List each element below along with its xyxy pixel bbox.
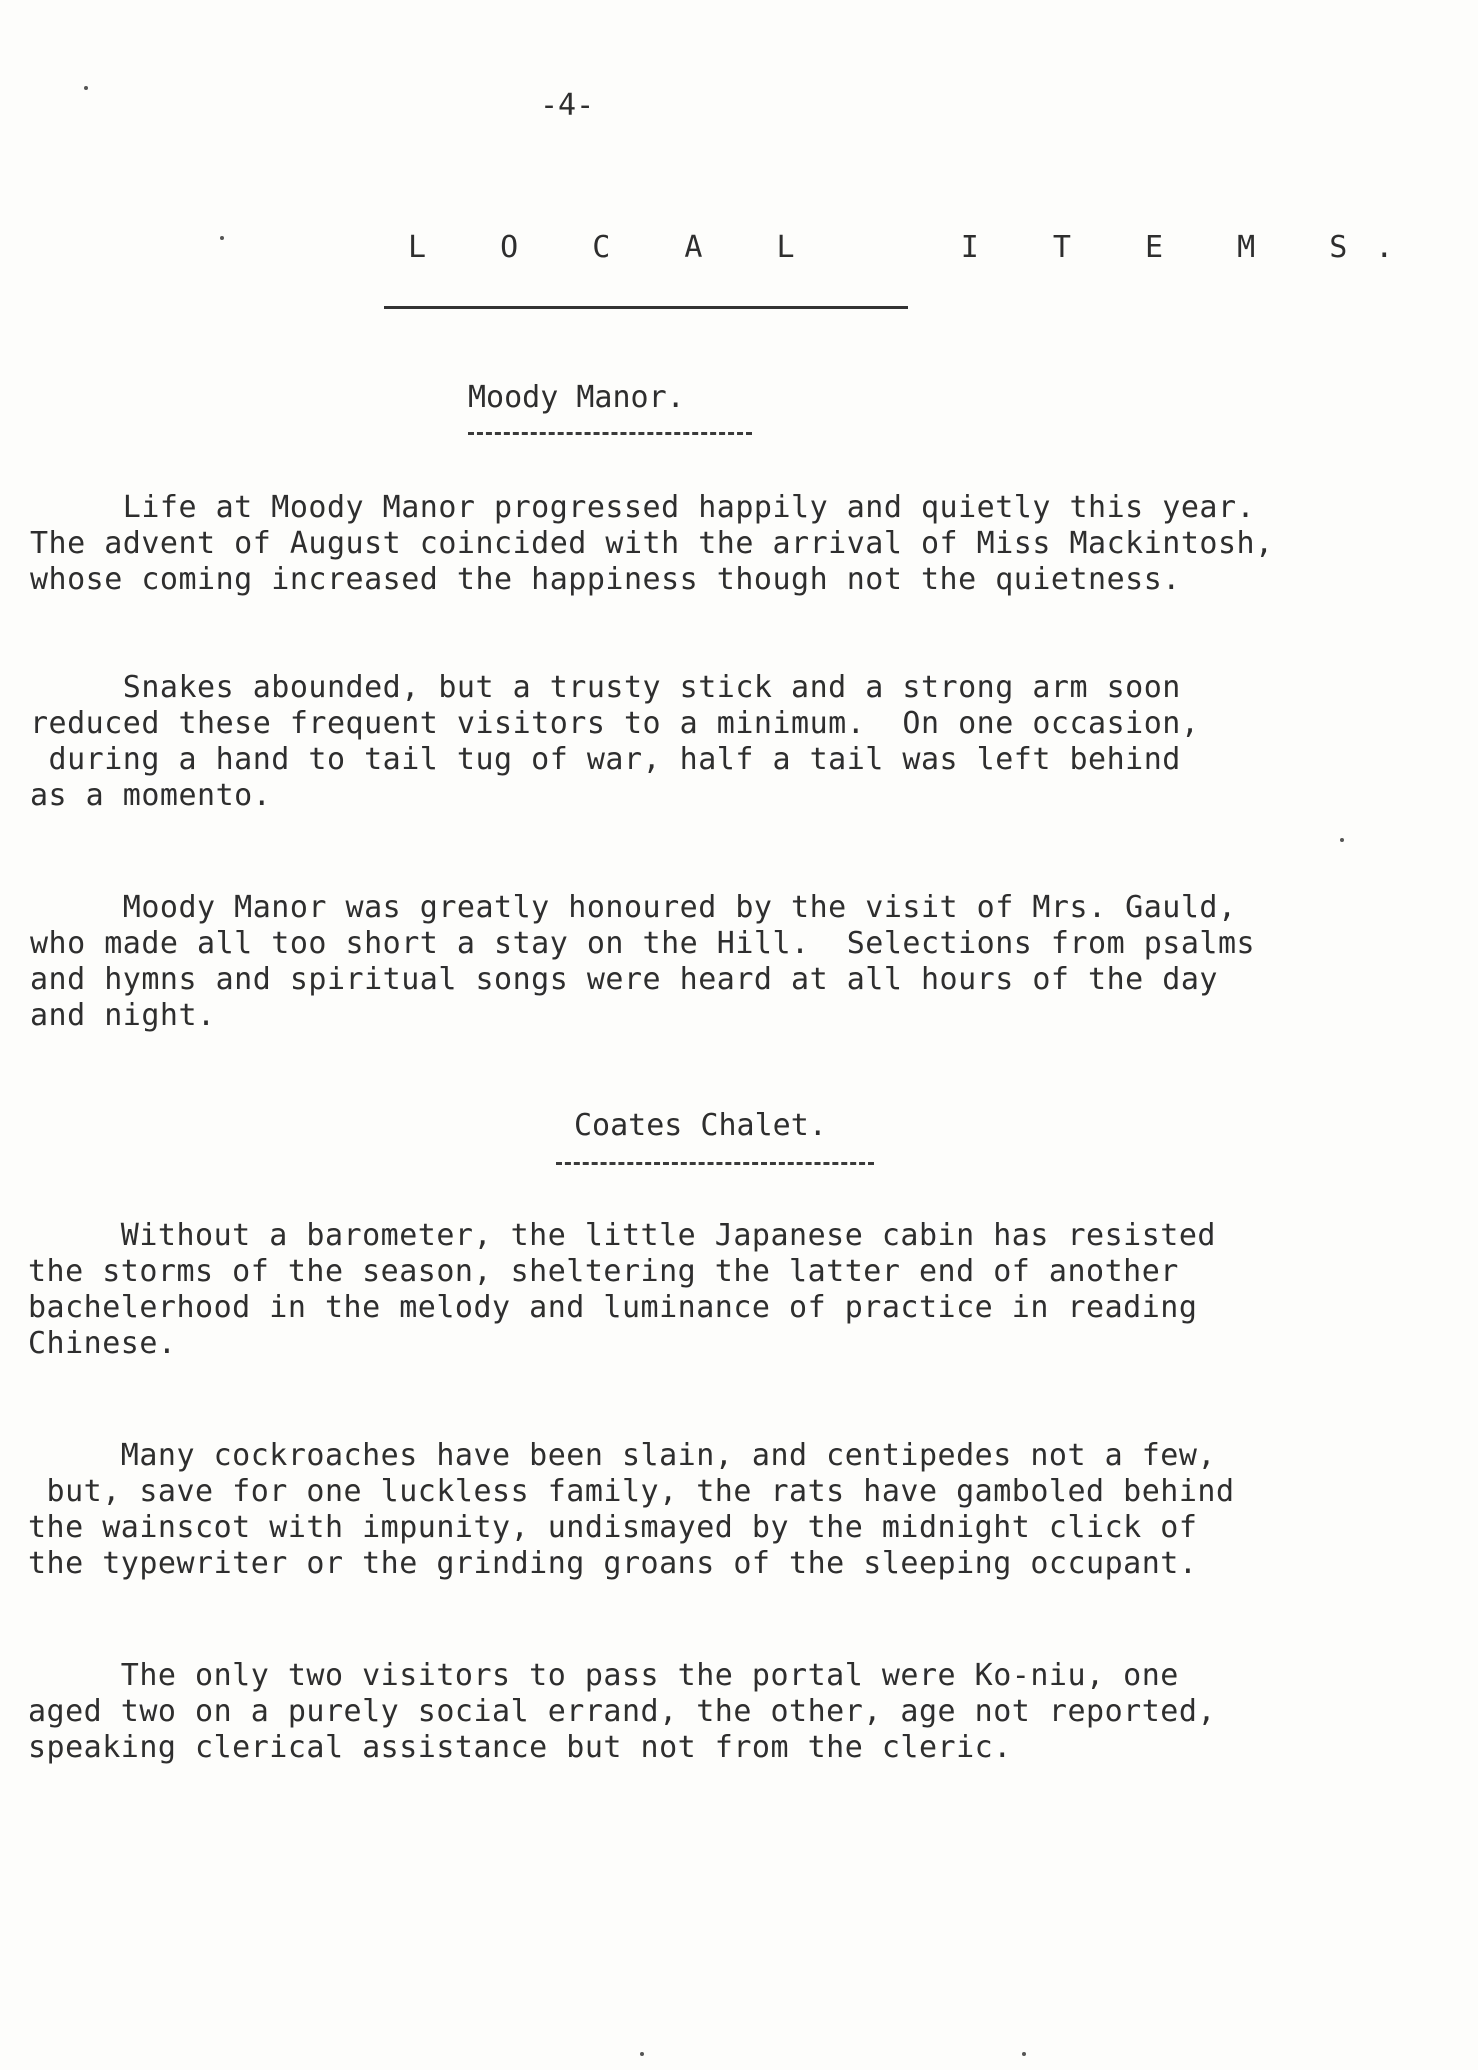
section-heading-moody-manor: Moody Manor. (468, 380, 685, 415)
paragraph-line: The only two visitors to pass the portal were Ko-niu, one (28, 1658, 1179, 1693)
scan-speck (640, 2052, 644, 2056)
scan-speck (84, 86, 88, 90)
paragraph-line: as a momento. (30, 778, 272, 813)
paragraph-line: Life at Moody Manor progressed happily and quietly this year. (30, 490, 1256, 525)
page-title: L O C A L I T E M S. (408, 230, 1422, 265)
paragraph-line: speaking clerical assistance but not from the cleric. (28, 1730, 1012, 1765)
paragraph-line: aged two on a purely social errand, the other, age not reported, (28, 1694, 1216, 1729)
page-number: -4- (540, 88, 595, 123)
paragraph-line: but, save for one luckless family, the rats have gamboled behind (28, 1474, 1235, 1509)
paragraph-line: bachelerhood in the melody and luminance of practice in reading (28, 1290, 1198, 1325)
paragraph-line: Many cockroaches have been slain, and centipedes not a few, (28, 1438, 1216, 1473)
paragraph-line: who made all too short a stay on the Hill. Selections from psalms (30, 926, 1256, 961)
section-heading-coates-chalet: Coates Chalet. (574, 1108, 827, 1143)
paragraph-line: the typewriter or the grinding groans of the sleeping occupant. (28, 1546, 1198, 1581)
section-heading-underline (468, 432, 752, 437)
paragraph-line: The advent of August coincided with the arrival of Miss Mackintosh, (30, 526, 1274, 561)
paragraph-line: whose coming increased the happiness though not the quietness. (30, 562, 1181, 597)
paragraph-line: and hymns and spiritual songs were heard at all hours of the day (30, 962, 1218, 997)
paragraph-line: the storms of the season, sheltering the latter end of another (28, 1254, 1179, 1289)
paragraph-line: the wainscot with impunity, undismayed by the midnight click of (28, 1510, 1198, 1545)
paragraph-line: during a hand to tail tug of war, half a tail was left behind (30, 742, 1181, 777)
scan-speck (220, 236, 224, 240)
scan-speck (1340, 838, 1344, 842)
paragraph-line: Without a barometer, the little Japanese cabin has resisted (28, 1218, 1216, 1253)
scan-speck (1022, 2052, 1026, 2056)
paragraph-line: reduced these frequent visitors to a minimum. On one occasion, (30, 706, 1200, 741)
title-underline (384, 306, 908, 309)
section-heading-underline (556, 1162, 874, 1167)
paragraph-line: Moody Manor was greatly honoured by the visit of Mrs. Gauld, (30, 890, 1237, 925)
paragraph-line: Chinese. (28, 1326, 177, 1361)
paragraph-line: Snakes abounded, but a trusty stick and a strong arm soon (30, 670, 1181, 705)
paragraph-line: and night. (30, 998, 216, 1033)
